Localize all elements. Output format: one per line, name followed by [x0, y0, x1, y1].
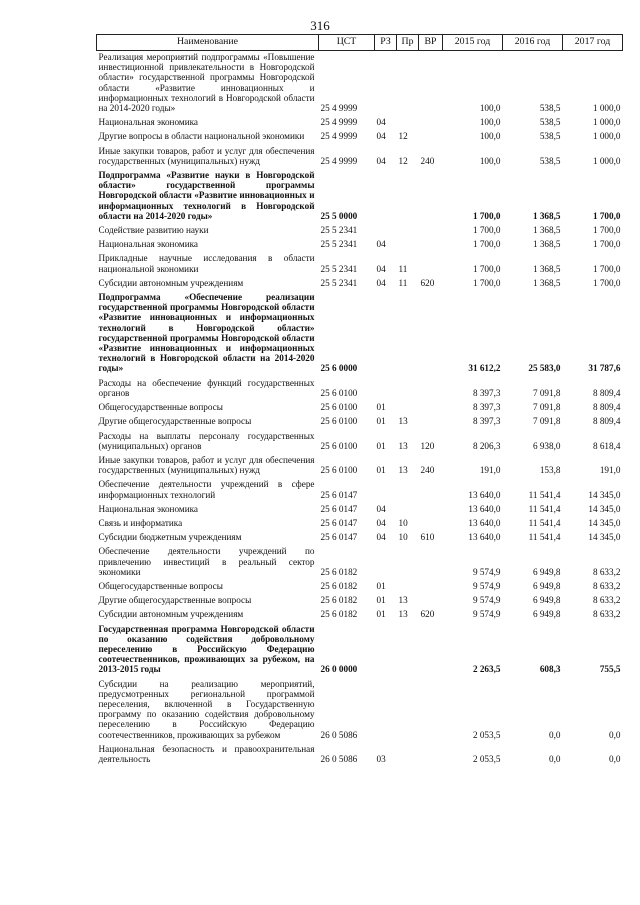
row-name: Расходы на выплаты персоналу государственных (муниципальных) органов	[98, 430, 315, 451]
row-name: Субсидии автономным учреждениям	[98, 609, 244, 620]
row-pr	[397, 401, 419, 415]
row-2015: 100,0	[479, 155, 501, 166]
row-2016: 11 541,4	[528, 489, 561, 500]
row-vr	[419, 169, 443, 224]
row-name: Общегосударственные вопросы	[98, 580, 223, 591]
row-csr: 25 6 0147	[320, 517, 358, 528]
row-pr: 13	[398, 609, 408, 620]
row-vr	[419, 238, 443, 252]
row-2015: 9 574,9	[472, 566, 501, 577]
row-2015: 9 574,9	[472, 580, 501, 591]
row-csr: 25 4 9999	[320, 131, 358, 142]
header-csr: ЦСТ	[319, 35, 375, 51]
table-row	[97, 545, 623, 580]
row-name: Субсидии бюджетным учреждениям	[98, 532, 242, 543]
row-name: Иные закупки товаров, работ и услуг для обеспечения государственных (муниципальных) нужд	[98, 145, 315, 166]
row-vr	[419, 130, 443, 144]
row-csr: 25 6 0182	[320, 595, 358, 606]
row-2016: 538,5	[539, 103, 561, 114]
table-row	[97, 224, 623, 238]
table-row	[97, 623, 623, 678]
table-row	[97, 580, 623, 594]
row-2017: 755,5	[599, 664, 621, 675]
row-name: Подпрограмма «Развитие науки в Новгородской области» государственной программы Новгородской области «Развитие инновационных и информационных технологий в Новгородской области на 2014-2020 годы»	[98, 170, 315, 221]
row-name: Связь и информатика	[98, 517, 183, 528]
row-rz	[375, 545, 397, 580]
row-2016: 7 091,8	[532, 387, 561, 398]
table-row	[97, 130, 623, 144]
row-2017: 8 809,4	[592, 402, 621, 413]
row-2016: 11 541,4	[528, 503, 561, 514]
row-pr: 10	[398, 517, 408, 528]
row-vr	[419, 678, 443, 743]
row-rz	[375, 224, 397, 238]
row-csr: 26 0 5086	[320, 729, 358, 740]
row-name: Обеспечение деятельности учреждений по привлечению инвестиций в реальный сектор экономики	[98, 546, 315, 577]
row-2015: 31 612,2	[468, 363, 501, 374]
row-pr	[397, 545, 419, 580]
row-vr	[419, 224, 443, 238]
row-csr: 25 6 0100	[320, 402, 358, 413]
row-name: Национальная экономика	[98, 239, 199, 250]
row-rz: 01	[376, 595, 386, 606]
row-2017: 8 809,4	[592, 387, 621, 398]
row-pr	[397, 51, 419, 117]
row-pr	[397, 169, 419, 224]
row-vr: 240	[420, 465, 435, 476]
row-pr: 11	[398, 277, 408, 288]
row-2016: 6 949,8	[532, 580, 561, 591]
row-2017: 1 000,0	[592, 103, 621, 114]
row-2017: 1 700,0	[592, 225, 621, 236]
row-name: Субсидии на реализацию мероприятий, предусмотренных региональной программой переселения, включенной в Государственную программу по оказанию содействия добровольному переселению в Российскую Федерацию соотечественников, проживающих за рубежом	[98, 678, 315, 740]
row-2016: 538,5	[539, 117, 561, 128]
row-rz	[375, 377, 397, 401]
row-2015: 13 640,0	[468, 503, 501, 514]
row-2017: 0,0	[609, 753, 621, 764]
header-2016: 2016 год	[503, 35, 563, 51]
row-2015: 9 574,9	[472, 609, 501, 620]
row-csr: 25 4 9999	[320, 103, 358, 114]
row-pr: 10	[398, 532, 408, 543]
row-vr	[419, 415, 443, 429]
row-csr: 25 6 0147	[320, 532, 358, 543]
row-2015: 1 700,0	[472, 263, 501, 274]
row-csr: 25 5 2341	[320, 225, 358, 236]
row-csr: 25 5 2341	[320, 277, 358, 288]
row-vr	[419, 116, 443, 130]
row-2015: 13 640,0	[468, 517, 501, 528]
row-2015: 191,0	[479, 465, 501, 476]
table-row	[97, 678, 623, 743]
row-2015: 1 700,0	[472, 239, 501, 250]
header-2017: 2017 год	[563, 35, 623, 51]
row-name: Другие общегосударственные вопросы	[98, 595, 252, 606]
row-rz	[375, 291, 397, 377]
row-vr	[419, 503, 443, 517]
table-row	[97, 517, 623, 531]
row-name: Реализация мероприятий подпрограммы «Повышение инвестиционной привлекательности в Новгородской области» государственной программы Новгородской области «Развитие инновационных и информационных технологий в Новгородской области на 2014-2020 годы»	[98, 52, 315, 114]
row-csr: 25 5 2341	[320, 263, 358, 274]
row-pr	[397, 678, 419, 743]
row-pr	[397, 291, 419, 377]
row-csr: 25 6 0182	[320, 609, 358, 620]
row-vr	[419, 623, 443, 678]
row-pr: 12	[398, 131, 408, 142]
row-vr: 620	[420, 609, 435, 620]
row-rz: 04	[376, 263, 386, 274]
row-2016: 1 368,5	[532, 210, 561, 221]
row-2017: 1 700,0	[592, 210, 621, 221]
row-2016: 6 949,8	[532, 609, 561, 620]
header-vr: ВР	[419, 35, 443, 51]
row-2016: 538,5	[539, 131, 561, 142]
row-vr	[419, 291, 443, 377]
header-2015: 2015 год	[443, 35, 503, 51]
table-body	[97, 51, 623, 768]
table-row	[97, 145, 623, 169]
row-rz: 04	[376, 277, 386, 288]
row-2017: 8 809,4	[592, 416, 621, 427]
row-2016: 6 949,8	[532, 595, 561, 606]
header-row	[97, 35, 623, 51]
row-rz: 04	[376, 117, 386, 128]
row-2015: 8 397,3	[472, 387, 501, 398]
row-2017: 1 700,0	[592, 263, 621, 274]
table-row	[97, 415, 623, 429]
table-row	[97, 51, 623, 117]
table-header	[97, 35, 623, 51]
row-csr: 25 6 0147	[320, 489, 358, 500]
row-2015: 2 263,5	[472, 664, 501, 675]
row-pr: 13	[398, 416, 408, 427]
row-pr: 13	[398, 440, 408, 451]
table-row	[97, 277, 623, 291]
row-rz: 01	[376, 440, 386, 451]
row-pr	[397, 377, 419, 401]
table-row	[97, 291, 623, 377]
table-row	[97, 594, 623, 608]
row-2015: 2 053,5	[472, 753, 501, 764]
row-2016: 25 583,0	[528, 363, 561, 374]
row-vr: 610	[420, 532, 435, 543]
row-vr: 240	[420, 155, 435, 166]
row-2015: 1 700,0	[472, 210, 501, 221]
row-2016: 608,3	[539, 664, 561, 675]
table-row	[97, 116, 623, 130]
row-vr	[419, 580, 443, 594]
row-rz: 04	[376, 532, 386, 543]
row-rz	[375, 51, 397, 117]
row-rz: 04	[376, 155, 386, 166]
row-csr: 25 4 9999	[320, 155, 358, 166]
row-vr	[419, 743, 443, 767]
row-rz: 04	[376, 131, 386, 142]
row-rz: 04	[376, 239, 386, 250]
row-csr: 25 5 0000	[320, 210, 358, 221]
row-2015: 100,0	[479, 103, 501, 114]
row-2015: 8 397,3	[472, 416, 501, 427]
row-2015: 8 206,3	[472, 440, 501, 451]
row-2017: 8 633,2	[592, 609, 621, 620]
row-pr	[397, 623, 419, 678]
row-vr	[419, 478, 443, 502]
row-pr	[397, 503, 419, 517]
row-vr	[419, 377, 443, 401]
row-pr: 13	[398, 595, 408, 606]
row-2017: 31 787,6	[588, 363, 621, 374]
row-2017: 14 345,0	[588, 489, 621, 500]
table-row	[97, 503, 623, 517]
row-rz: 04	[376, 503, 386, 514]
row-2017: 8 633,2	[592, 595, 621, 606]
row-pr	[397, 580, 419, 594]
row-name: Национальная экономика	[98, 117, 199, 128]
row-2016: 1 368,5	[532, 263, 561, 274]
row-rz: 03	[376, 753, 386, 764]
row-2017: 14 345,0	[588, 517, 621, 528]
row-2017: 191,0	[599, 465, 621, 476]
table-row	[97, 454, 623, 478]
page-number: 316	[310, 18, 330, 33]
row-rz	[375, 169, 397, 224]
row-rz	[375, 623, 397, 678]
row-csr: 25 6 0000	[320, 363, 358, 374]
row-name: Обеспечение деятельности учреждений в сфере информационных технологий	[98, 479, 315, 500]
row-2017: 8 633,2	[592, 580, 621, 591]
table-row	[97, 430, 623, 454]
row-2017: 14 345,0	[588, 532, 621, 543]
row-2015: 1 700,0	[472, 277, 501, 288]
row-2017: 1 700,0	[592, 239, 621, 250]
row-rz	[375, 478, 397, 502]
table-row	[97, 169, 623, 224]
row-2016: 1 368,5	[532, 239, 561, 250]
table-row	[97, 377, 623, 401]
row-name: Субсидии автономным учреждениям	[98, 277, 244, 288]
row-csr: 25 6 0147	[320, 503, 358, 514]
row-name: Национальная экономика	[98, 503, 199, 514]
row-name: Другие вопросы в области национальной экономики	[98, 131, 305, 142]
row-name: Прикладные научные исследования в области национальной экономики	[98, 253, 315, 274]
row-name: Общегосударственные вопросы	[98, 402, 223, 413]
row-2015: 13 640,0	[468, 489, 501, 500]
row-2016: 11 541,4	[528, 517, 561, 528]
row-name: Государственная программа Новгородской области по оказанию содействия добровольному переселению в Российскую Федерацию соотечественников, проживающих за рубежом, на 2013-2015 годы	[98, 623, 315, 675]
row-csr: 25 6 0182	[320, 566, 358, 577]
row-2016: 11 541,4	[528, 532, 561, 543]
row-rz	[375, 678, 397, 743]
row-2016: 0,0	[549, 729, 561, 740]
table-row	[97, 478, 623, 502]
row-name: Расходы на обеспечение функций государственных органов	[98, 377, 315, 398]
row-2015: 13 640,0	[468, 532, 501, 543]
row-2015: 2 053,5	[472, 729, 501, 740]
row-pr	[397, 743, 419, 767]
row-2016: 7 091,8	[532, 416, 561, 427]
row-pr: 11	[398, 263, 408, 274]
row-pr	[397, 238, 419, 252]
row-2016: 1 368,5	[532, 277, 561, 288]
row-pr: 13	[398, 465, 408, 476]
row-vr	[419, 252, 443, 276]
row-name: Иные закупки товаров, работ и услуг для обеспечения государственных (муниципальных) нужд	[98, 454, 315, 476]
table-row	[97, 531, 623, 545]
row-rz: 01	[376, 402, 386, 413]
table-row	[97, 401, 623, 415]
row-2017: 0,0	[609, 729, 621, 740]
row-csr: 25 6 0100	[320, 440, 358, 451]
row-2016: 7 091,8	[532, 402, 561, 413]
row-2017: 8 633,2	[592, 566, 621, 577]
row-2015: 8 397,3	[472, 402, 501, 413]
table-row	[97, 238, 623, 252]
table-row	[97, 608, 623, 622]
header-pr: Пр	[397, 35, 419, 51]
row-2017: 1 000,0	[592, 131, 621, 142]
row-2016: 153,8	[539, 465, 561, 476]
row-csr: 25 6 0100	[320, 416, 358, 427]
row-rz: 01	[376, 609, 386, 620]
row-pr	[397, 478, 419, 502]
header-rz: РЗ	[375, 35, 397, 51]
row-2017: 1 000,0	[592, 117, 621, 128]
row-2016: 0,0	[549, 753, 561, 764]
row-csr: 26 0 5086	[320, 753, 358, 764]
row-csr: 25 6 0100	[320, 387, 358, 398]
row-2015: 100,0	[479, 131, 501, 142]
row-2017: 14 345,0	[588, 503, 621, 514]
row-2015: 9 574,9	[472, 595, 501, 606]
row-csr: 25 6 0100	[320, 465, 358, 476]
row-csr: 25 6 0182	[320, 580, 358, 591]
row-vr	[419, 51, 443, 117]
row-vr	[419, 594, 443, 608]
header-name: Наименование	[97, 35, 319, 51]
row-pr: 12	[398, 155, 408, 166]
row-2016: 538,5	[539, 155, 561, 166]
row-vr: 120	[420, 440, 435, 451]
row-rz: 01	[376, 580, 386, 591]
row-rz: 04	[376, 517, 386, 528]
row-pr	[397, 116, 419, 130]
table-row	[97, 252, 623, 276]
row-2016: 6 949,8	[532, 566, 561, 577]
row-vr: 620	[420, 277, 435, 288]
row-vr	[419, 545, 443, 580]
row-name: Национальная безопасность и правоохранительная деятельность	[98, 743, 315, 764]
row-csr: 25 5 2341	[320, 239, 358, 250]
row-2016: 6 938,0	[532, 440, 561, 451]
row-2016: 1 368,5	[532, 225, 561, 236]
row-rz: 01	[376, 416, 386, 427]
row-name: Подпрограмма «Обеспечение реализации государственной программы Новгородской области «Развитие инновационных и информационных технологий в Новгородской области» государственной программы Новгородской области «Развитие инновационных и информационных технологий в Новгородской области на 2014-2020 годы»	[98, 292, 315, 374]
row-2017: 1 000,0	[592, 155, 621, 166]
row-vr	[419, 401, 443, 415]
row-2017: 1 700,0	[592, 277, 621, 288]
row-name: Содействие развитию науки	[98, 225, 209, 236]
row-2015: 1 700,0	[472, 225, 501, 236]
row-csr: 26 0 0000	[320, 664, 358, 675]
row-vr	[419, 517, 443, 531]
row-2017: 8 618,4	[592, 440, 621, 451]
budget-table	[96, 34, 623, 767]
row-2015: 100,0	[479, 117, 501, 128]
row-name: Другие общегосударственные вопросы	[98, 416, 252, 427]
row-csr: 25 4 9999	[320, 117, 358, 128]
row-pr	[397, 224, 419, 238]
row-rz: 01	[376, 465, 386, 476]
table-row	[97, 743, 623, 767]
